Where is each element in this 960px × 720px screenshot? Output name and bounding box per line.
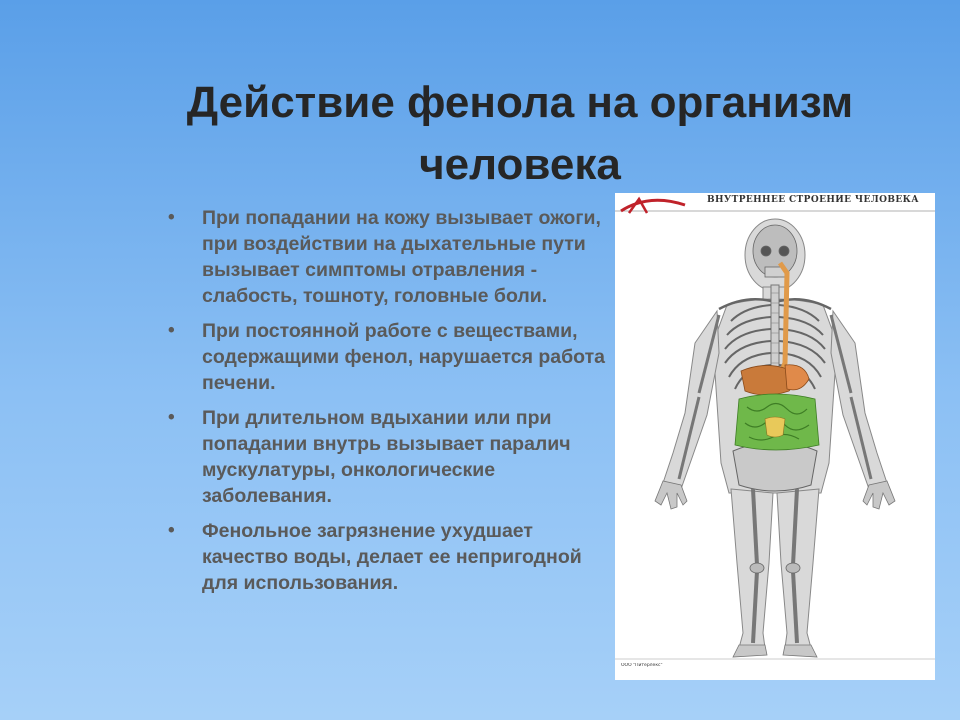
- bullet-text: При постоянной работе с веществами, содержащими фенол, нарушается работа печени.: [202, 320, 605, 394]
- skeleton-illustration: [615, 193, 935, 680]
- title-line-2: человека: [419, 140, 621, 189]
- bullet-marker: •: [168, 520, 175, 541]
- poster-header: [615, 193, 935, 215]
- poster-footer: ООО "Питерлекс": [621, 663, 663, 668]
- anatomy-poster: [615, 193, 935, 680]
- bullet-item: [168, 205, 608, 309]
- slide-title: [150, 72, 890, 196]
- poster-heading: ВНУТРЕННЕЕ СТРОЕНИЕ ЧЕЛОВЕКА: [707, 195, 919, 205]
- bullet-marker: •: [168, 320, 175, 341]
- title-line-1: Действие фенола на организм: [186, 78, 854, 127]
- bullet-item: [168, 518, 608, 596]
- bullet-item: [168, 318, 608, 396]
- poster-logo-icon: [619, 195, 687, 217]
- bullet-text: При попадании на кожу вызывает ожоги, при воздействии на дыхательные пути вызывает симптомы отравления - слабость, тошноту, головные боли.: [202, 207, 601, 307]
- bullet-list: [168, 205, 608, 605]
- bullet-marker: •: [168, 407, 175, 428]
- bullet-text: Фенольное загрязнение ухудшает качество воды, делает ее непригодной для использования.: [202, 520, 582, 594]
- bullet-text: При длительном вдыхании или при попадании внутрь вызывает паралич мускулатуры, онкологические заболевания.: [202, 407, 571, 507]
- bullet-item: [168, 405, 608, 509]
- bullet-marker: •: [168, 207, 175, 228]
